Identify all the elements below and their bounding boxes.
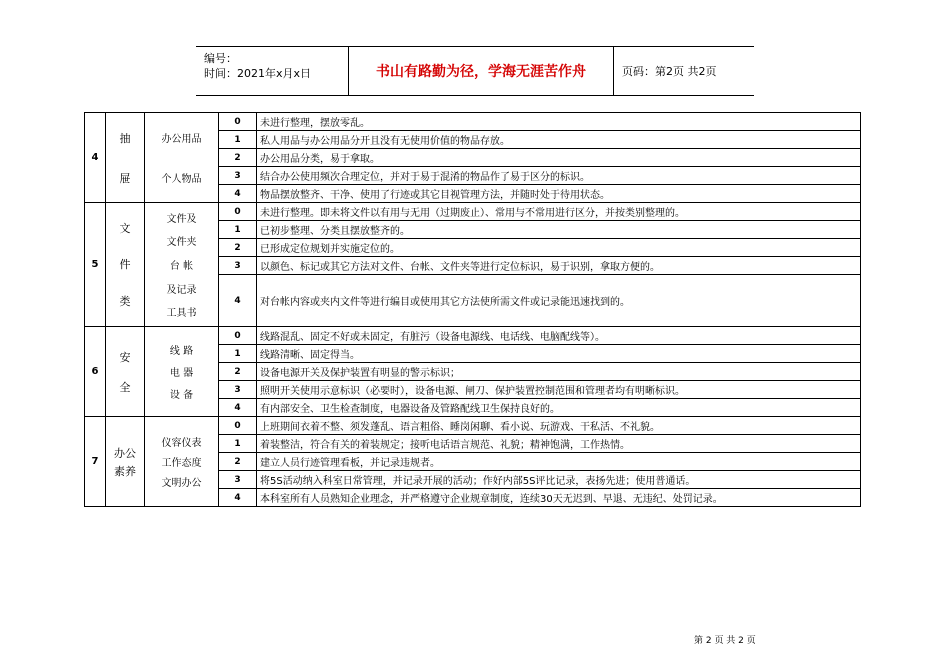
section-category: 办公 素养 <box>106 417 145 507</box>
table-row <box>85 203 861 221</box>
score-cell: 3 <box>219 381 257 399</box>
header-motto: 书山有路勤为径，学海无涯苦作舟 <box>349 47 614 96</box>
score-cell: 3 <box>219 257 257 275</box>
criteria-cell: 上班期间衣着不整、须发蓬乱、语言粗俗、睡岗闲聊、看小说、玩游戏、干私活、不礼貌。 <box>257 417 861 435</box>
criteria-cell: 已初步整理、分类且摆放整齐的。 <box>257 221 861 239</box>
page-footer: 第 2 页 共 2 页 <box>694 636 756 646</box>
section-subcategory: 办公用品 个人物品 <box>145 113 219 203</box>
section-number: 7 <box>85 417 106 507</box>
score-cell: 0 <box>219 327 257 345</box>
section-subcategory: 线 路 电 器 设 备 <box>145 327 219 417</box>
section-subcategory: 文件及 文件夹 台 帐 及记录 工具书 <box>145 203 219 327</box>
score-cell: 3 <box>219 167 257 185</box>
section-subcategory: 仪容仪表 工作态度 文明办公 <box>145 417 219 507</box>
criteria-cell: 私人用品与办公用品分开且没有无使用价值的物品存放。 <box>257 131 861 149</box>
section-category: 安 全 <box>106 327 145 417</box>
criteria-cell: 已形成定位规划并实施定位的。 <box>257 239 861 257</box>
criteria-cell: 结合办公使用频次合理定位，并对于易于混淆的物品作了易于区分的标识。 <box>257 167 861 185</box>
criteria-cell: 办公用品分类，易于拿取。 <box>257 149 861 167</box>
criteria-cell: 本科室所有人员熟知企业理念，并严格遵守企业规章制度，连续30天无迟到、早退、无违纪、处罚记录。 <box>257 489 861 507</box>
criteria-cell: 未进行整理。即未将文件以有用与无用（过期废止）、常用与不常用进行区分，并按类别整理的。 <box>257 203 861 221</box>
score-cell: 2 <box>219 363 257 381</box>
criteria-cell: 未进行整理，摆放零乱。 <box>257 113 861 131</box>
score-cell: 4 <box>219 275 257 327</box>
score-cell: 1 <box>219 221 257 239</box>
score-cell: 2 <box>219 149 257 167</box>
score-cell: 1 <box>219 345 257 363</box>
score-cell: 0 <box>219 203 257 221</box>
score-cell: 4 <box>219 185 257 203</box>
score-cell: 4 <box>219 399 257 417</box>
score-cell: 1 <box>219 131 257 149</box>
score-cell: 0 <box>219 113 257 131</box>
criteria-cell: 以颜色、标记或其它方法对文件、台帐、文件夹等进行定位标识，易于识别，拿取方便的。 <box>257 257 861 275</box>
criteria-cell: 对台帐内容或夹内文件等进行编目或使用其它方法使所需文件或记录能迅速找到的。 <box>257 275 861 327</box>
header-page-label: 页码：第2页 共2页 <box>614 47 755 96</box>
criteria-cell: 着装整洁，符合有关的着装规定；接听电话语言规范、礼貌；精神饱满，工作热情。 <box>257 435 861 453</box>
score-cell: 1 <box>219 435 257 453</box>
criteria-cell: 物品摆放整齐、干净、使用了行迹或其它目视管理方法，并随时处于待用状态。 <box>257 185 861 203</box>
score-cell: 0 <box>219 417 257 435</box>
score-cell: 2 <box>219 239 257 257</box>
section-number: 5 <box>85 203 106 327</box>
criteria-cell: 线路清晰、固定得当。 <box>257 345 861 363</box>
section-number: 6 <box>85 327 106 417</box>
section-category: 抽 屉 <box>106 113 145 203</box>
page-header <box>196 46 754 96</box>
criteria-cell: 线路混乱、固定不好或未固定，有脏污（设备电源线、电话线、电脑配线等）。 <box>257 327 861 345</box>
table-row <box>85 113 861 131</box>
table-row <box>85 417 861 435</box>
date-label: 时间：2021年x月x日 <box>204 67 312 80</box>
criteria-cell: 照明开关使用示意标识（必要时），设备电源、闸刀、保护装置控制范围和管理者均有明晰标识。 <box>257 381 861 399</box>
header-meta <box>196 47 349 96</box>
criteria-cell: 有内部安全、卫生检查制度，电器设备及管路配线卫生保持良好的。 <box>257 399 861 417</box>
score-cell: 4 <box>219 489 257 507</box>
criteria-cell: 建立人员行迹管理看板，并记录违规者。 <box>257 453 861 471</box>
section-number: 4 <box>85 113 106 203</box>
table-row <box>85 327 861 345</box>
number-label: 编号： <box>204 52 237 65</box>
section-category: 文 件 类 <box>106 203 145 327</box>
inspection-table <box>84 112 861 507</box>
score-cell: 3 <box>219 471 257 489</box>
score-cell: 2 <box>219 453 257 471</box>
criteria-cell: 将5S活动纳入科室日常管理，并记录开展的活动；作好内部5S评比记录，表扬先进；使用普通话。 <box>257 471 861 489</box>
criteria-cell: 设备电源开关及保护装置有明显的警示标识； <box>257 363 861 381</box>
